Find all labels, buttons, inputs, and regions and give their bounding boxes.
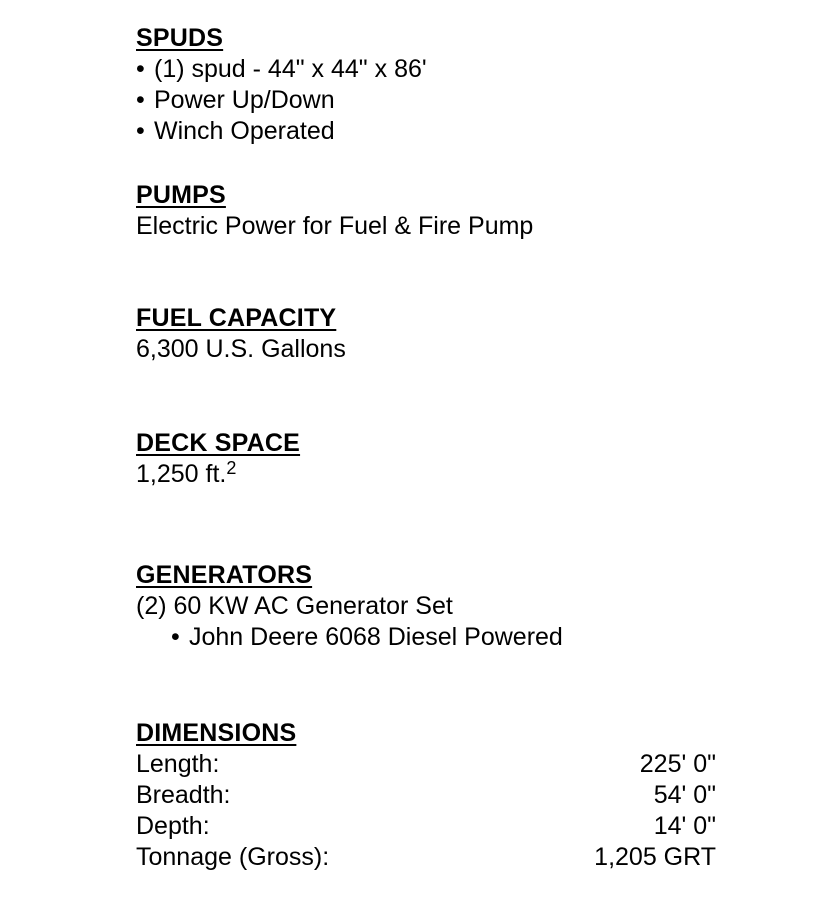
- dimension-value: 14' 0": [653, 812, 716, 840]
- section-fuel-capacity: [136, 303, 716, 365]
- dimension-row-length: [136, 749, 716, 780]
- deck-space-superscript: 2: [226, 458, 237, 479]
- bullet-icon: •: [136, 86, 145, 114]
- dimension-row-depth: [136, 811, 716, 842]
- spuds-bullet-item: [136, 116, 716, 147]
- spuds-bullet-item: [136, 85, 716, 116]
- dimension-row-tonnage: [136, 842, 716, 873]
- dimension-label: Length:: [136, 750, 220, 778]
- section-heading-generators: GENERATORS: [136, 561, 313, 589]
- fuel-capacity-value: 6,300 U.S. Gallons: [136, 335, 346, 363]
- section-heading-spuds: SPUDS: [136, 24, 224, 52]
- section-heading-dimensions: DIMENSIONS: [136, 719, 297, 747]
- dimension-label: Tonnage (Gross):: [136, 843, 330, 871]
- generators-body-text: (2) 60 KW AC Generator Set: [136, 592, 453, 620]
- spuds-bullet-text: Winch Operated: [154, 117, 335, 145]
- section-generators: [136, 560, 716, 653]
- pumps-body-text: Electric Power for Fuel & Fire Pump: [136, 212, 534, 240]
- spuds-bullet-text: Power Up/Down: [154, 86, 335, 114]
- bullet-icon: •: [171, 623, 180, 651]
- section-heading-fuel-capacity: FUEL CAPACITY: [136, 304, 337, 332]
- dimension-label: Breadth:: [136, 781, 231, 809]
- deck-space-value-base: 1,250 ft.: [136, 460, 227, 488]
- spuds-bullet-item: [136, 54, 716, 85]
- dimension-value: 54' 0": [653, 781, 716, 809]
- deck-space-value: [136, 459, 716, 492]
- generators-bullet-text: John Deere 6068 Diesel Powered: [189, 623, 563, 651]
- dimension-value: 1,205 GRT: [594, 843, 716, 871]
- bullet-icon: •: [136, 117, 145, 145]
- section-dimensions: [136, 718, 716, 873]
- spuds-bullet-text: (1) spud - 44" x 44" x 86': [154, 55, 427, 83]
- dimension-value: 225' 0": [639, 750, 716, 778]
- dimension-label: Depth:: [136, 812, 210, 840]
- section-pumps: [136, 180, 716, 242]
- generators-bullet-item: [136, 622, 716, 653]
- section-deck-space: [136, 428, 716, 492]
- bullet-icon: •: [136, 55, 145, 83]
- section-heading-pumps: PUMPS: [136, 181, 226, 209]
- dimension-row-breadth: [136, 780, 716, 811]
- section-heading-deck-space: DECK SPACE: [136, 429, 301, 457]
- section-spuds: [136, 23, 716, 147]
